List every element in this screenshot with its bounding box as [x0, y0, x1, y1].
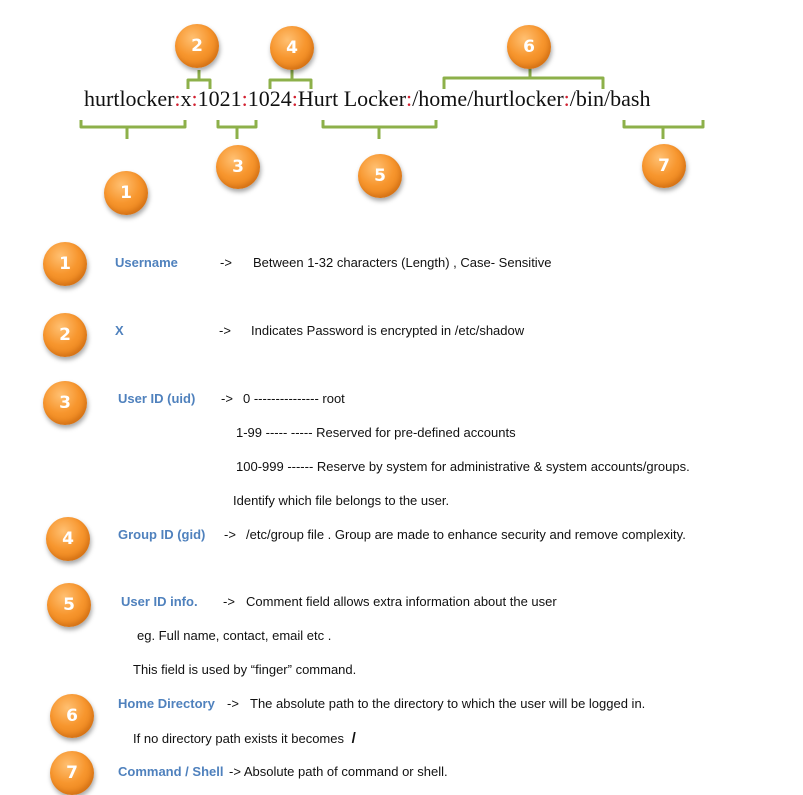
desc-x: Indicates Password is encrypted in /etc/shadow [251, 323, 525, 338]
arrow: -> [223, 594, 235, 609]
desc-info: Comment field allows extra information about the user [246, 594, 557, 609]
label-username: Username [115, 255, 178, 270]
badge-7-bottom: 7 [642, 144, 686, 188]
field-uid: 1021 [197, 86, 242, 111]
badge-4: 4 [46, 517, 90, 561]
desc-uid-range-2: 100-999 ------ Reserve by system for administrative & system accounts/groups. [236, 459, 690, 474]
desc-username: Between 1-32 characters (Length) , Case- Sensitive [253, 255, 552, 270]
label-home: Home Directory [118, 696, 215, 711]
label-uid: User ID (uid) [118, 391, 196, 406]
separator: : [291, 86, 298, 111]
field-info: Hurt Locker [297, 86, 407, 111]
arrow: -> [221, 391, 233, 406]
bracket-7 [624, 120, 703, 139]
separator: : [563, 86, 570, 111]
root-slash: / [351, 730, 356, 747]
separator: : [406, 86, 413, 111]
badge-6-top: 6 [507, 25, 551, 69]
desc-home-default [133, 730, 356, 747]
desc-uid-range-1: 1-99 ----- ----- Reserved for pre-defined accounts [236, 425, 516, 440]
badge-1-bottom: 1 [104, 171, 148, 215]
desc-home-default-text: If no directory path exists it becomes [133, 731, 344, 746]
field-shell: /bin/bash [569, 86, 651, 111]
desc-info-example: eg. Full name, contact, email etc . [137, 628, 332, 643]
arrow: -> [227, 696, 239, 711]
desc-home: The absolute path to the directory to which the user will be logged in. [250, 696, 646, 711]
desc-gid: /etc/group file . Group are made to enhance security and remove complexity. [246, 527, 686, 542]
desc-uid-note: Identify which file belongs to the user. [233, 493, 450, 508]
arrow: -> [220, 255, 232, 270]
badge-2-top: 2 [175, 24, 219, 68]
bracket-5 [323, 120, 436, 139]
field-username: hurtlocker [84, 86, 175, 111]
label-info: User ID info. [121, 594, 198, 609]
separator: : [241, 86, 248, 111]
badge-4-top: 4 [270, 26, 314, 70]
field-x: x [180, 86, 192, 111]
bracket-3 [218, 120, 256, 139]
desc-uid: 0 --------------- root [243, 391, 345, 406]
field-gid: 1024 [247, 86, 292, 111]
label-shell: Command / Shell [118, 764, 224, 779]
badge-2: 2 [43, 313, 87, 357]
badge-3-bottom: 3 [216, 145, 260, 189]
field-home: /home/hurtlocker [412, 86, 564, 111]
label-gid: Group ID (gid) [118, 527, 206, 542]
bracket-1 [81, 120, 185, 139]
desc-shell: -> Absolute path of command or shell. [229, 764, 448, 779]
badge-1: 1 [43, 242, 87, 286]
badge-3: 3 [43, 381, 87, 425]
label-x: X [115, 323, 124, 338]
badge-5-bottom: 5 [358, 154, 402, 198]
badge-7: 7 [50, 751, 94, 795]
separator: : [174, 86, 181, 111]
badge-6: 6 [50, 694, 94, 738]
separator: : [191, 86, 198, 111]
arrow: -> [219, 323, 231, 338]
arrow: -> [224, 527, 236, 542]
desc-info-finger: This field is used by “finger” command. [133, 662, 357, 677]
passwd-entry-line [84, 86, 650, 112]
badge-5: 5 [47, 583, 91, 627]
